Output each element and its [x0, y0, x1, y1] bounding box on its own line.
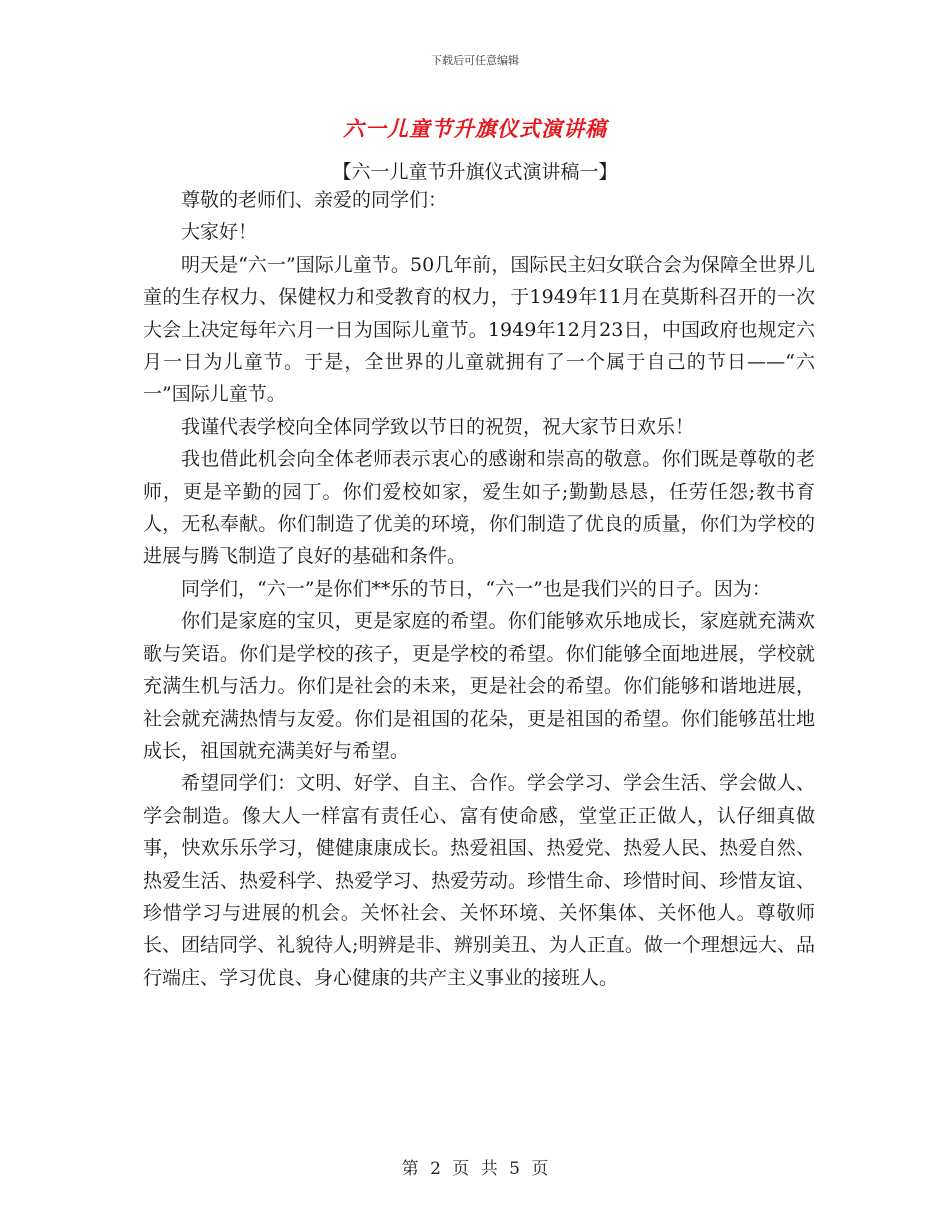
paragraph-thanks-teachers: 我也借此机会向全体老师表示衷心的感谢和崇高的敬意。你们既是尊敬的老师，更是辛勤的园丁。你们爱校如家，爱生如子;勤勤恳恳，任劳任怨;教书育人，无私奉献。你们制造了优美的环境，你们制造了优良的质量，你们为学校的进展与腾飞制造了良好的基础和条件。 — [143, 448, 815, 568]
page-header-note: 下载后可任意编辑 — [431, 54, 519, 67]
paragraph-salutation: 尊敬的老师们、亲爱的同学们： — [181, 189, 448, 211]
paragraph-congratulations: 我谨代表学校向全体同学致以节日的祝贺，祝大家节日欢乐！ — [181, 415, 695, 438]
document-title: 六一儿童节升旗仪式演讲稿 — [343, 116, 607, 141]
paragraph-childrens-day-history: 明天是“六一”国际儿童节。50几年前，国际民主妇女联合会为保障全世界儿童的生存权力、保健权力和受教育的权力，于1949年11月在莫斯科召开的一次大会上决定每年六月一日为国际儿童节。1949年12月23日，中国政府也规定六月一日为儿童节。于是，全世界的儿童就拥有了一个属于自己的节日——“六一”国际儿童节。 — [143, 253, 815, 406]
page-number-footer: 第 2 页 共 5 页 — [401, 1159, 549, 1179]
paragraph-greeting: 大家好！ — [181, 221, 258, 244]
paragraph-hope-of-family: 你们是家庭的宝贝，更是家庭的希望。你们能够欢乐地成长，家庭就充满欢歌与笑语。你们是学校的孩子，更是学校的希望。你们能够全面地进展，学校就充满生机与活力。你们是社会的未来，更是社会的希望。你们能够和谐地进展，社会就充满热情与友爱。你们是祖国的花朵，更是祖国的希望。你们能够茁壮地成长，祖国就充满美好与希望。 — [143, 610, 815, 762]
paragraph-expectations: 希望同学们：文明、好学、自主、合作。学会学习、学会生活、学会做人、学会制造。像大人一样富有责任心、富有使命感，堂堂正正做人，认仔细真做事，快欢乐乐学习，健健康康成长。热爱祖国、热爱党、热爱人民、热爱自然、热爱生活、热爱科学、热爱学习、热爱劳动。珍惜生命、珍惜时间、珍惜友谊、珍惜学习与进展的机会。关怀社会、关怀环境、关怀集体、关怀他人。尊敬师长、团结同学、礼貌待人;明辨是非、辨别美丑、为人正直。做一个理想远大、品行端庄、学习优良、身心健康的共产主义事业的接班人。 — [143, 772, 815, 989]
section-heading: 【六一儿童节升旗仪式演讲稿一】 — [332, 161, 618, 183]
paragraph-address-students: 同学们，“六一”是你们**乐的节日，“六一”也是我们兴的日子。因为： — [181, 577, 771, 600]
document-body — [143, 184, 815, 994]
